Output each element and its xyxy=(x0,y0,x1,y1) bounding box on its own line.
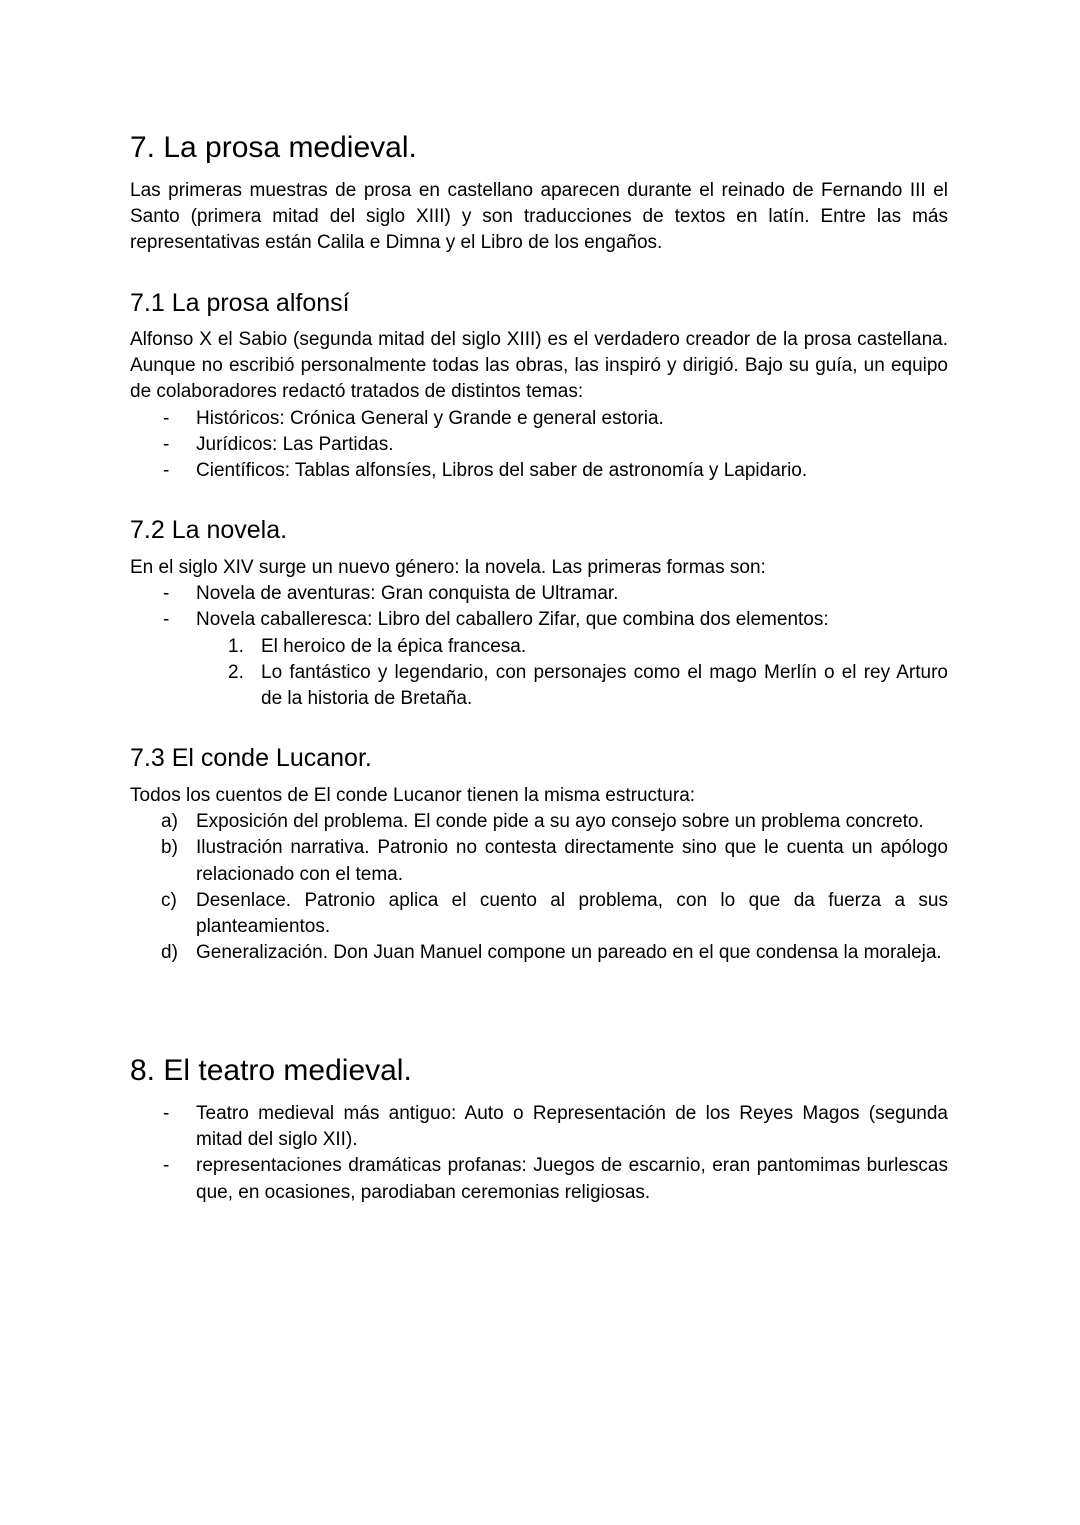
numbered-item xyxy=(130,660,948,712)
section-7-1-body xyxy=(130,327,948,484)
list-item xyxy=(130,1153,948,1205)
paragraph: Alfonso X el Sabio (segunda mitad del siglo XIII) es el verdadero creador de la prosa castellana. Aunque no escribió personalmente todas las obras, las inspiró y dirigió. Bajo su guía, un equipo de colaboradores redactó tratados de distintos temas: xyxy=(130,329,948,403)
list-item-text: Novela de aventuras: Gran conquista de Ultramar. xyxy=(196,583,619,605)
list-item xyxy=(130,1101,948,1153)
lettered-item xyxy=(130,940,948,966)
list-item xyxy=(130,458,948,484)
section-7-body xyxy=(130,178,948,257)
list-item-text: Jurídicos: Las Partidas. xyxy=(196,433,394,455)
heading-7: 7. La prosa medieval. xyxy=(130,131,417,164)
heading-7-3: 7.3 El conde Lucanor. xyxy=(130,744,372,772)
number-marker: 2. xyxy=(228,661,244,683)
section-7 xyxy=(130,130,948,166)
paragraph: Todos los cuentos de El conde Lucanor tienen la misma estructura: xyxy=(130,785,696,806)
heading-7-1: 7.1 La prosa alfonsí xyxy=(130,289,350,317)
list-item-text: representaciones dramáticas profanas: Juegos de escarnio, eran pantomimas burlescas que, en ocasiones, parodiaban ceremonias religiosas. xyxy=(196,1155,948,1203)
numbered-item xyxy=(130,634,948,660)
section-7-3 xyxy=(130,743,948,773)
lettered-item xyxy=(130,888,948,940)
list-item-text: Históricos: Crónica General y Grande e general estoria. xyxy=(196,407,664,429)
letter-marker: a) xyxy=(161,811,178,833)
letter-marker: d) xyxy=(161,942,178,964)
bullet-marker: - xyxy=(163,460,170,482)
paragraph: En el siglo XIV surge un nuevo género: la novela. Las primeras formas son: xyxy=(130,557,766,578)
bullet-marker: - xyxy=(163,1103,170,1124)
list-item xyxy=(130,607,948,633)
list-item-text: Desenlace. Patronio aplica el cuento al problema, con lo que da fuerza a sus planteamientos. xyxy=(196,889,948,938)
list-item-text: Exposición del problema. El conde pide a su ayo consejo sobre un problema concreto. xyxy=(196,811,924,833)
list-item-text: Generalización. Don Juan Manuel compone un pareado en el que condensa la moraleja. xyxy=(196,942,942,964)
lettered-item xyxy=(130,809,948,835)
heading-8: 8. El teatro medieval. xyxy=(130,1054,412,1087)
list-item-text: Novela caballeresca: Libro del caballero Zifar, que combina dos elementos: xyxy=(196,609,829,631)
lettered-item xyxy=(130,835,948,887)
letter-marker: c) xyxy=(161,889,177,911)
bullet-marker: - xyxy=(163,583,170,605)
list-item-text: Teatro medieval más antiguo: Auto o Representación de los Reyes Magos (segunda mitad del siglo XII). xyxy=(196,1103,948,1151)
list-item xyxy=(130,432,948,458)
list-item xyxy=(130,581,948,607)
bullet-marker: - xyxy=(163,433,170,455)
section-7-2 xyxy=(130,515,948,545)
bullet-marker: - xyxy=(163,609,170,631)
list-item xyxy=(130,406,948,432)
letter-marker: b) xyxy=(161,837,178,859)
section-8-body xyxy=(130,1101,948,1206)
number-marker: 1. xyxy=(228,635,244,657)
list-item-text: Lo fantástico y legendario, con personajes como el mago Merlín o el rey Arturo de la historia de Bretaña. xyxy=(261,661,948,710)
section-7-1 xyxy=(130,288,948,318)
list-item-text: Científicos: Tablas alfonsíes, Libros del saber de astronomía y Lapidario. xyxy=(196,460,808,482)
bullet-marker: - xyxy=(163,407,170,429)
section-7-2-body xyxy=(130,555,948,712)
paragraph: Las primeras muestras de prosa en castellano aparecen durante el reinado de Fernando III el Santo (primera mitad del siglo XIII) y son traducciones de textos en latín. Entre las más representativas están Calila e Dimna y el Libro de los engaños. xyxy=(130,180,948,254)
section-7-3-body xyxy=(130,783,948,966)
list-item-text: Ilustración narrativa. Patronio no contesta directamente sino que le cuenta un apólogo relacionado con el tema. xyxy=(196,837,948,885)
bullet-marker: - xyxy=(163,1155,170,1177)
list-item-text: El heroico de la épica francesa. xyxy=(261,635,527,657)
heading-7-2: 7.2 La novela. xyxy=(130,516,288,544)
section-8 xyxy=(130,1053,948,1089)
